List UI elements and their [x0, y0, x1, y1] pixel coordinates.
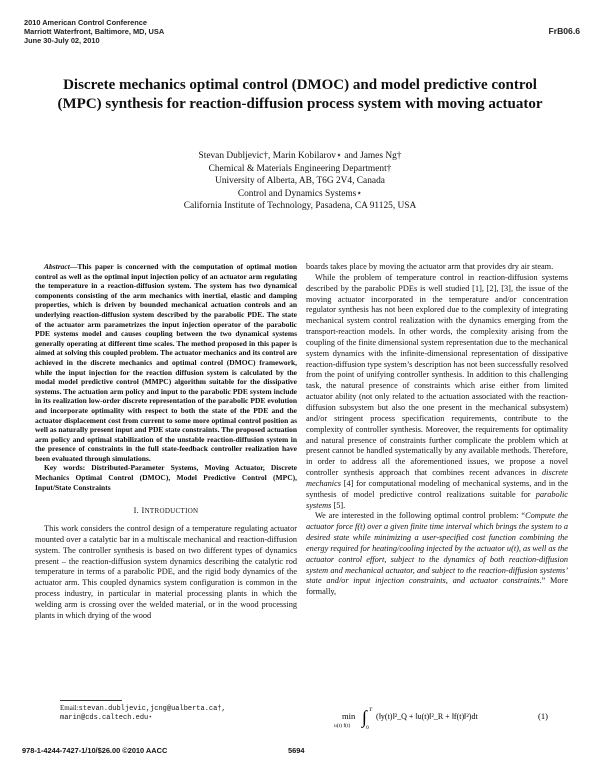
- conference-header: [24, 18, 164, 45]
- eq-body: (‖y(t)‖²_Q + ‖u(t)‖²_R + ‖f(t)‖²)dt: [376, 712, 478, 721]
- keywords: Key words: Distributed-Parameter Systems, Moving Actuator, Discrete Mechanics Optimal Control (DMOC), Model Predictive Control (MPC), Input/State Constraints: [35, 463, 297, 492]
- affiliation-2: University of Alberta, AB, T6G 2V4, Canada: [215, 176, 385, 187]
- session-code: FrB06.6: [548, 26, 580, 36]
- eq-upper-limit: T: [369, 707, 373, 713]
- equation-graphic: [306, 705, 568, 731]
- footer-isbn: 978-1-4244-7427-1/10/$26.00 ©2010 AACC: [22, 746, 168, 755]
- eq-min: min: [342, 711, 356, 721]
- affiliation-3: Control and Dynamics Systems⋆: [237, 188, 363, 199]
- section-title-rest: NTRODUCTION: [144, 507, 199, 516]
- p2-italic-1: discrete mechanics: [306, 468, 568, 488]
- right-column: [306, 262, 568, 598]
- section-number: I.: [133, 506, 142, 516]
- left-column: [35, 262, 297, 622]
- eq-number: (1): [538, 711, 548, 721]
- eq-min-sub: u(t) f(t): [334, 723, 351, 729]
- section-title-cap: I: [141, 506, 145, 516]
- p2-text-2: [4] for computational modeling of mechanical systems, and in the synthesis of model predictive control realizations suitable for: [306, 478, 568, 499]
- p2-italic-2: parabolic systems: [306, 489, 568, 510]
- equation-1: [306, 705, 568, 729]
- conference-venue: Marriott Waterfront, Baltimore, MD, USA: [24, 27, 165, 36]
- footnote-email: [60, 704, 226, 722]
- affiliation-4: California Institute of Technology, Pasadena, CA 91125, USA: [183, 201, 417, 212]
- email-line-2: marin@cds.caltech.edu⋆: [60, 713, 153, 722]
- p3-italic: Compute the actuator force f(t) over a given finite time interval which brings the system to a desired state while minimizing a user-specified cost function combining the energy required for heating/cooling injected by the actuator u(t), as well as the actuator control effort, subject to the dynamics of both reaction-diffusion system and mechanical actuator, and subject to the reaction-diffusion systems’ state and/or input injection constraints, and actuator constraints.: [306, 511, 568, 586]
- footer-page-number: 5694: [288, 746, 305, 755]
- author-block: [80, 150, 520, 213]
- email-label: Email:: [60, 704, 79, 712]
- abstract-text: —This paper is concerned with the computation of optimal motion control as well as the optimal input injection policy of an actuator arm regulating the temperature in a reaction-diffusion system. The system has two dynamical components consisting of the arm mechanics with inertial, elastic and damping properties, which is driven by bounded mechanical actuation controls and an underlying reaction-diffusion system described by the parabolic PDE. The state of the actuator arm parametrizes the input injection operator of the parabolic PDE systems model and causes coupling between the two dynamical systems generally operating at different time scales. The method proposed in this paper is aimed at solving this coupled problem. The actuator mechanics and its control are achieved in the discrete mechanics and optimal control (DMOC) framework, while the input injection for the reaction diffusion system is calculated by the modal model predictive control (MMPC) algorithm suitable for the dissipative systems. The actuation arm policy and input to the parabolic PDE system include in its realization low-order discrete representation of the parabolic PDE evolution and incorporate optimality with respect to both the state of the PDE and the actuator displacement cost from current to some more optimal control position as well as naturally present input and PDE state constraints. The proposed actuation arm policy and optimal stabilization of the unstable reaction-diffusion system in the presence of constraints in the full state-feedback controller realization have been evaluated through simulations.: [35, 262, 297, 463]
- conference-name: 2010 American Control Conference: [24, 18, 147, 27]
- affiliation-1: Chemical & Materials Engineering Department†: [208, 163, 392, 174]
- p3-text: We are interested in the following optimal control problem: “: [315, 511, 526, 521]
- abstract: [35, 262, 297, 463]
- intro-paragraph: This work considers the control design of a temperature regulating actuator mounted over a catalytic bar in a multiscale mechanical and reaction-diffusion system. The controller synthesis is based on two different types of dynamics present – the reaction-diffusion system dynamics describing the catalytic rod temperature in terms of a parabolic PDE, and the rigid body dynamics of the actuator arm. This coupled dynamics system configuration is common in the process industry, in particular in material processing plants in which the welding arm is crossing over the welded material, or in the wood processing plants in which drying of the wood: [35, 524, 297, 620]
- p2-text-3: [5].: [333, 500, 346, 510]
- footnote-rule: [60, 700, 122, 701]
- email-line-1: stevan.dubljevic,jcng@ualberta.ca†,: [78, 705, 226, 713]
- eq-lower-limit: 0: [366, 725, 369, 731]
- section-heading: [35, 506, 297, 517]
- continued-paragraph: boards takes place by moving the actuator arm that provides dry air steam.: [306, 262, 554, 271]
- body-paragraph-2: [306, 273, 568, 512]
- eq-integral-sign: ∫: [362, 707, 367, 727]
- p2-text: While the problem of temperature control in reaction-diffusion systems described by the parabolic PDEs is well studied [1], [2], [3], the issue of the moving actuator incorporated in the temperature and/or concentration regulator synthesis has not been explored due to the complexity of integrating mechanical system control realization with the dynamics emerging from the transport-reaction models. In other words, the complexity arising from the coupling of the finite dimensional system representation due to the mechanical system dynamics with the infinite-dimensional representation of dissipative reaction-diffusion type system’s description has not been successfully resolved from the point of unifying controller synthesis. In addition to this challenging task, the natural presence of constraints which arise either from limited actuator ability (not only related to the actuation associated with the reaction-diffusion subsystem but also the one present in the mechanical subsystem) and/or stringent process specification requirements, contribute to the complexity of controller synthesis. Moreover, the requirements for optimality and natural presence of constraints further complicate the problem which at present cannot be handled systematically by any available methods. Therefore, in order to address all the aforementioned issues, we propose a novel controller synthesis approach that combines recent advances in: [306, 272, 568, 478]
- conference-dates: June 30-July 02, 2010: [24, 36, 100, 45]
- body-paragraph-3: [306, 511, 568, 598]
- authors-line: Stevan Dubljevic†, Marin Kobilarov⋆ and James Ng†: [198, 151, 402, 161]
- paper-title: Discrete mechanics optimal control (DMOC) and model predictive control (MPC) synthesis for reaction-diffusion process system with moving actuator: [57, 77, 543, 112]
- abstract-lead: Abstract: [44, 262, 70, 271]
- p3-text-2: ” More formally,: [306, 576, 568, 597]
